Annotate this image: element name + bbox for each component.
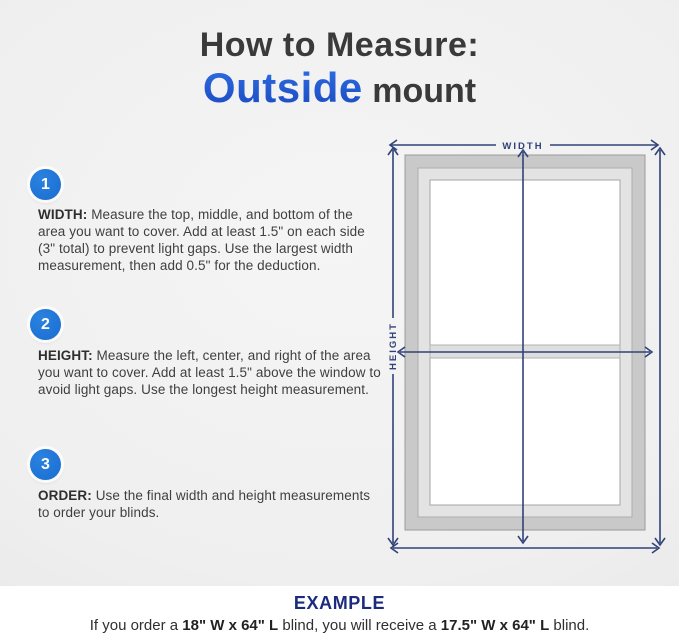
step-2-number-badge: 2 — [30, 309, 61, 340]
step-2-instructions — [38, 347, 382, 398]
step-1-label: WIDTH: — [38, 207, 88, 222]
title-suffix-mount: mount — [362, 72, 477, 111]
title-line-2 — [0, 64, 679, 111]
window-measurement-diagram — [378, 128, 670, 560]
example-prefix: If you order a — [89, 617, 183, 634]
width-label: WIDTH — [502, 141, 544, 152]
window-pane-area — [430, 180, 620, 505]
example-sentence — [0, 617, 679, 634]
step-3-number-badge: 3 — [30, 449, 61, 480]
window-illustration — [405, 155, 645, 530]
step-3-instructions — [38, 487, 382, 521]
right-measure-arrow — [655, 148, 665, 545]
example-ordered-size: 18" W x 64" L — [182, 617, 279, 634]
example-suffix: blind. — [549, 617, 590, 634]
example-footer — [0, 586, 679, 644]
height-label: HEIGHT — [388, 322, 399, 370]
page-title — [0, 26, 679, 111]
example-heading: EXAMPLE — [293, 593, 386, 613]
bottom-measure-arrow — [391, 543, 659, 553]
example-middle: blind, you will receive a — [278, 617, 441, 634]
step-3-body: Use the final width and height measurements to order your blinds. — [38, 488, 371, 520]
title-line-1: How to Measure: — [199, 26, 480, 64]
step-2-label: HEIGHT: — [38, 348, 93, 363]
step-2-body: Measure the left, center, and right of the area you want to cover. Add at least 1.5" above the window to avoid light gaps. Use the longest height measurement. — [38, 348, 381, 397]
step-3-label: ORDER: — [38, 488, 92, 503]
step-1-number-badge: 1 — [30, 169, 61, 200]
step-1-instructions — [38, 206, 382, 274]
example-received-size: 17.5" W x 64" L — [440, 617, 550, 634]
title-highlight-outside: Outside — [202, 64, 363, 112]
step-1-body: Measure the top, middle, and bottom of the area you want to cover. Add at least 1.5" on each side (3" total) to prevent light gaps. Use the largest width measurement, then add 0.5" for the deduction. — [38, 207, 365, 273]
